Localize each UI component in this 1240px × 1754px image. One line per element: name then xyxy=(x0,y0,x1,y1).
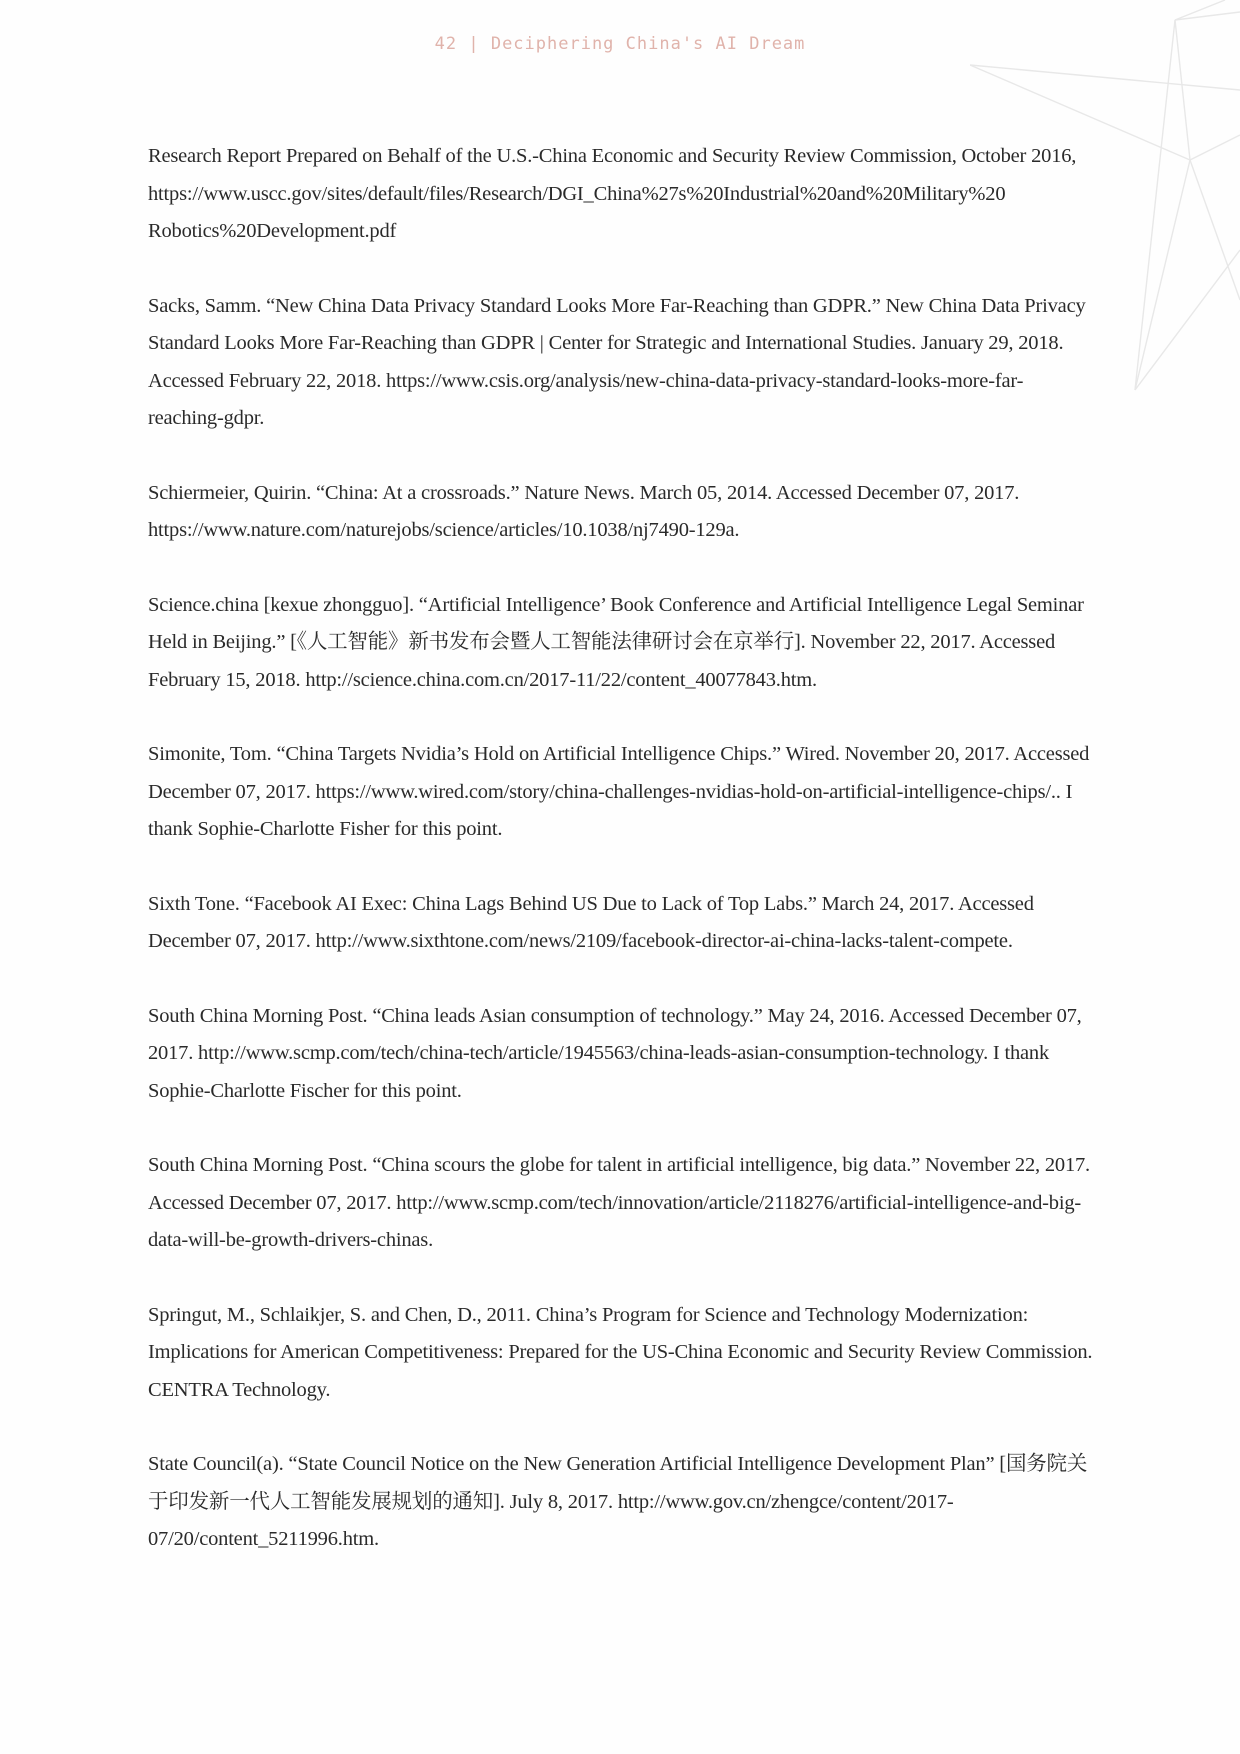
book-title: Deciphering China's AI Dream xyxy=(490,34,806,54)
header-separator: | xyxy=(468,34,480,54)
bibliography-list xyxy=(148,138,1098,1596)
reference-entry: State Council(a). “State Council Notice on the New Generation Artificial Intelligence Development Plan” [国务院关于印发新一代人工智能发展规划的通知]. July 8, 2017. http://www.gov.cn/zhengce/content/2017-07/20/content_5211996.htm. xyxy=(148,1453,1088,1550)
reference-entry: South China Morning Post. “China leads Asian consumption of technology.” May 24, 2016. Accessed December 07, 2017. http://www.scmp.com/tech/china-tech/article/1945563/china-leads-asian-consumption-technology. I thank Sophie-Charlotte Fischer for this point. xyxy=(148,1004,1082,1102)
reference-entry: Sixth Tone. “Facebook AI Exec: China Lags Behind US Due to Lack of Top Labs.” March 24, 2017. Accessed December 07, 2017. http://www.sixthtone.com/news/2109/facebook-director-ai-china-lacks-talent-compete. xyxy=(148,892,1034,952)
reference-entry: South China Morning Post. “China scours the globe for talent in artificial intelligence, big data.” November 22, 2017. Accessed December 07, 2017. http://www.scmp.com/tech/innovation/article/2118276/artificial-intelligence-and-big-data-will-be-growth-drivers-chinas. xyxy=(148,1154,1090,1251)
reference-entry: Research Report Prepared on Behalf of the U.S.-China Economic and Security Review Commission, October 2016, https://www.uscc.gov/sites/default/files/Research/DGI_China%27s%20Industrial%20and%20Military%20 Robotics%20Development.pdf xyxy=(148,145,1077,242)
reference-entry: Sacks, Samm. “New China Data Privacy Standard Looks More Far-Reaching than GDPR.” New China Data Privacy Standard Looks More Far-Reaching than GDPR | Center for Strategic and International Studies. January 29, 2018. Accessed February 22, 2018. https://www.csis.org/analysis/new-china-data-privacy-standard-looks-more-far-reaching-gdpr. xyxy=(148,294,1086,429)
reference-entry: Science.china [kexue zhongguo]. “Artificial Intelligence’ Book Conference and Artificial Intelligence Legal Seminar Held in Beijing.” [《人工智能》新书发布会暨人工智能法律研讨会在京举行]. November 22, 2017. Accessed February 15, 2018. http://science.china.com.cn/2017-11/22/content_40077843.htm. xyxy=(148,593,1084,691)
reference-entry: Simonite, Tom. “China Targets Nvidia’s Hold on Artificial Intelligence Chips.” Wired. November 20, 2017. Accessed December 07, 2017. https://www.wired.com/story/china-challenges-nvidias-hold-on-artificial-intelligence-chips/.. I thank Sophie-Charlotte Fisher for this point. xyxy=(148,743,1090,840)
reference-entry: Springut, M., Schlaikjer, S. and Chen, D., 2011. China’s Program for Science and Technology Modernization: Implications for American Competitiveness: Prepared for the US-China Economic and Security Review Commission. CENTRA Technology. xyxy=(148,1303,1093,1401)
reference-entry: Schiermeier, Quirin. “China: At a crossroads.” Nature News. March 05, 2014. Accessed December 07, 2017. https://www.nature.com/naturejobs/science/articles/10.1038/nj7490-129a. xyxy=(148,481,1020,541)
page-number: 42 xyxy=(434,34,458,54)
